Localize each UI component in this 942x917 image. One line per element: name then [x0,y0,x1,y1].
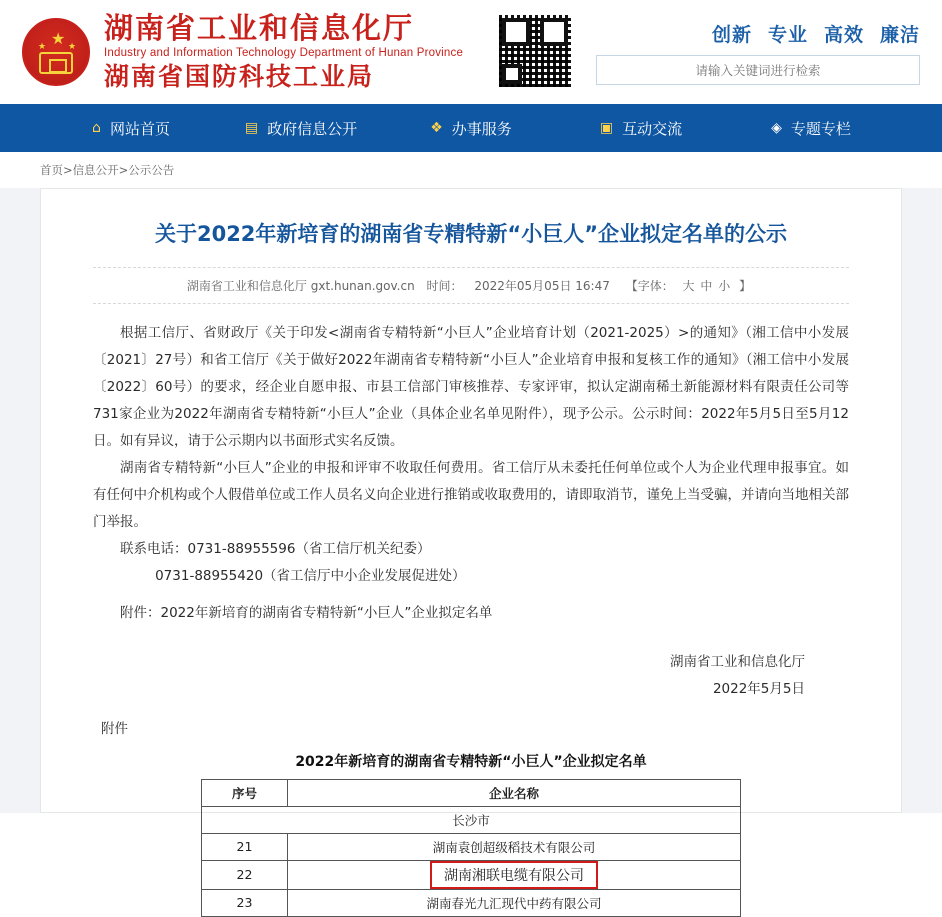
nav-item-services[interactable] [386,118,556,139]
font-size-controls[interactable] [622,279,755,293]
article-source: 湖南省工业和信息化厅 gxt.hunan.gov.cn [186,278,415,293]
table-header-row [202,779,741,806]
table-region-row [202,806,741,833]
article-meta [93,267,849,304]
qr-code-icon [498,14,572,88]
table-cell-name: 湖南春光九汇现代中药有限公司 [288,889,741,916]
highlighted-company-name: 湖南湘联电缆有限公司 [430,861,598,889]
org-name-english: Industry and Information Technology Department of Hunan Province [104,47,464,60]
search-box[interactable] [596,55,920,85]
search-input[interactable] [597,56,919,84]
nav-item-label: 办事服务 [451,119,512,138]
nav-item-topics[interactable] [726,118,896,139]
emblem-gear-icon [39,52,73,74]
table-row [202,889,741,916]
chat-icon: ▣ [599,120,614,136]
table-header-cell: 企业名称 [288,779,741,806]
nav-item-label: 互动交流 [622,119,683,138]
table-header-cell: 序号 [202,779,288,806]
national-emblem-icon [22,18,90,86]
service-icon: ❖ [430,120,443,136]
org-name-secondary: 湖南省国防科技工业局 [104,62,375,92]
table-region-cell: 长沙市 [202,806,741,833]
nav-item-government-info[interactable] [216,118,386,139]
slogan-item: 专业 [767,24,808,46]
signature-date: 2022年5月5日 [712,680,805,697]
slogan-item: 高效 [823,24,864,46]
table-cell-no: 23 [202,889,288,916]
font-size-large[interactable]: 大 [682,278,695,293]
table-title: 2022年新培育的湖南省专精特新“小巨人”企业拟定名单 [295,753,647,770]
article-card [40,188,902,911]
table-cell-no: 22 [202,860,288,889]
table-cell-name-highlighted [288,860,741,889]
layers-icon: ◈ [771,120,782,136]
attachment-label: 附件 [101,720,128,737]
slogan-list [712,20,920,47]
article-paragraph: 根据工信厅、省财政厅《关于印发<湖南省专精特新“小巨人”企业培育计划（2021-2025）>的通知》（湘工信中小发展〔2021〕27号）和省工信厅《关于做好2022年湖南省专精特新“小巨人”企业培育申报和复核工作的通知》（湘工信中小发展〔2022〕60号）的要求，经企业自愿申报、市县工信部门审核推荐、专家评审，拟认定湖南稀土新能源材料有限责任公司等731家企业为2022年湖南省专精特新“小巨人”企业（具体企业名单见附件），现予公示。公示时间：2022年5月5日至5月12日。如有异议，请于公示期内以书面形式实名反馈。 [93,324,849,449]
table-row [202,860,741,889]
font-size-label: 【字体： [625,278,674,293]
article-paragraph: 湖南省专精特新“小巨人”企业的申报和评审不收取任何费用。省工信厅从未委托任何单位或个人为企业代理申报事宜。如有任何中介机构或个人假借单位或工作人员名义向企业进行推销或收取费用的，请即取消节，谨免上当受骗，并请向当地相关部门举报。 [93,459,849,530]
org-name-primary: 湖南省工业和信息化厅 [104,10,415,45]
nav-item-label: 网站首页 [109,119,170,138]
site-header [0,0,942,104]
company-list-table [201,779,741,917]
emblem-star-icon: ★ [68,41,77,51]
contact-line-1: 联系电话：0731-88955596（省工信厅机关纪委） [120,540,431,557]
table-cell-name: 湖南袁创超级稻技术有限公司 [288,833,741,860]
font-size-close: 】 [739,278,752,293]
article-time-value: 2022年05月05日 16:47 [474,278,610,293]
slogan-item: 创新 [711,24,752,46]
font-size-medium[interactable]: 中 [700,278,713,293]
article-body [93,304,849,627]
signature-org: 湖南省工业和信息化厅 [670,653,805,670]
nav-item-label: 政府信息公开 [267,119,358,138]
content-area [0,188,942,911]
emblem-star-icon: ★ [51,31,66,48]
home-icon: ⌂ [92,120,101,136]
article-time-label: 时间： [426,278,463,293]
breadcrumb[interactable]: 首页>信息公开>公示公告 [0,152,942,188]
contact-line-2: 0731-88955420（省工信厅中小企业发展促进处） [155,567,466,584]
slogan-item: 廉洁 [879,24,920,46]
table-row [202,833,741,860]
page-title: 关于2022年新培育的湖南省专精特新“小巨人”企业拟定名单的公示 [154,222,788,246]
main-navigation [0,104,942,152]
nav-item-interaction[interactable] [556,118,726,139]
emblem-star-icon: ★ [38,41,47,51]
nav-item-home[interactable] [46,118,216,139]
nav-item-label: 专题专栏 [790,119,851,138]
site-title-block [104,12,463,93]
document-icon: ▤ [244,120,259,136]
font-size-small[interactable]: 小 [718,278,731,293]
attachment-line: 附件：2022年新培育的湖南省专精特新“小巨人”企业拟定名单 [120,604,493,621]
table-cell-no: 21 [202,833,288,860]
